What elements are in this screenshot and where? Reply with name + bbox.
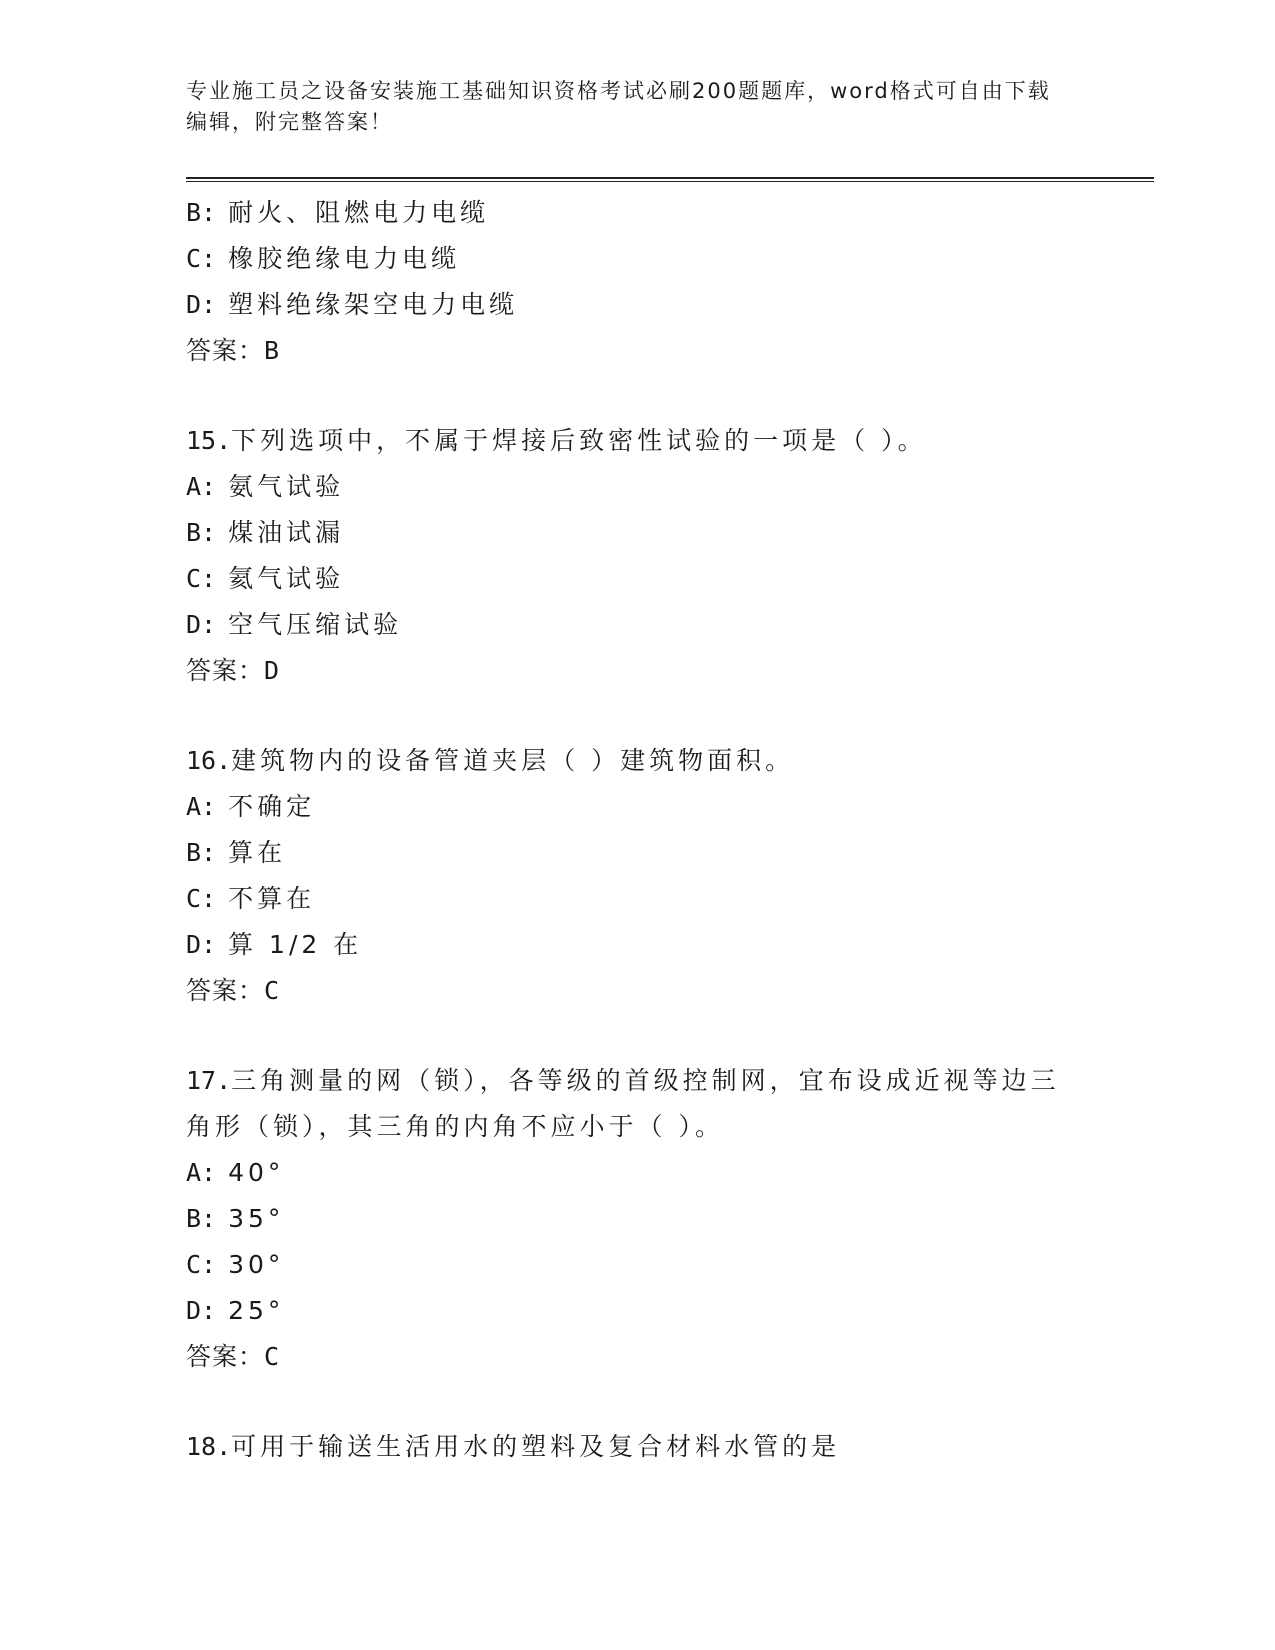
question-number: 15. <box>186 426 232 455</box>
option-text: 空气压缩试验 <box>228 610 403 639</box>
question-number: 18. <box>186 1432 232 1461</box>
question-stem <box>186 738 1086 784</box>
option-row <box>186 190 1086 236</box>
option-key: C: <box>186 884 217 913</box>
option-text: 氨气试验 <box>228 472 345 501</box>
option-text: 耐火、阻燃电力电缆 <box>228 198 490 227</box>
option-row <box>186 282 1086 328</box>
option-text: 塑料绝缘架空电力电缆 <box>228 290 519 319</box>
option-key: A: <box>186 472 217 501</box>
answer-value: D <box>264 656 280 685</box>
option-key: D: <box>186 1296 217 1325</box>
option-row <box>186 602 1086 648</box>
option-text: 40° <box>228 1158 285 1187</box>
question-content <box>186 190 1086 1470</box>
option-row <box>186 1288 1086 1334</box>
question-stem <box>186 418 1086 464</box>
question-text: 可用于输送生活用水的塑料及复合材料水管的是 <box>231 1432 841 1461</box>
option-row <box>186 236 1086 282</box>
option-text: 算 1/2 在 <box>228 930 363 959</box>
answer-line <box>186 1334 1086 1380</box>
answer-line <box>186 328 1086 374</box>
option-text: 30° <box>228 1250 285 1279</box>
option-key: D: <box>186 930 217 959</box>
question-text: 建筑物内的设备管道夹层（ ）建筑物面积。 <box>231 746 795 775</box>
question-stem <box>186 1424 1086 1470</box>
option-text: 氦气试验 <box>228 564 345 593</box>
option-row <box>186 1150 1086 1196</box>
answer-label: 答案： <box>186 976 265 1005</box>
option-row <box>186 464 1086 510</box>
answer-label: 答案： <box>186 336 265 365</box>
option-row <box>186 830 1086 876</box>
answer-value: C <box>264 976 280 1005</box>
question-block <box>186 418 1086 694</box>
option-text: 算在 <box>228 838 287 867</box>
answer-value: B <box>264 336 280 365</box>
option-key: B: <box>186 518 217 547</box>
option-key: B: <box>186 198 217 227</box>
question-number: 17. <box>186 1066 232 1095</box>
option-text: 煤油试漏 <box>228 518 345 547</box>
question-block <box>186 1424 1086 1470</box>
option-row <box>186 556 1086 602</box>
question-stem <box>186 1058 1086 1150</box>
question-block <box>186 738 1086 1014</box>
document-header-title: 专业施工员之设备安装施工基础知识资格考试必刷200题题库，word格式可自由下载编辑，附完整答案！ <box>186 79 1051 134</box>
option-key: C: <box>186 244 217 273</box>
question-number: 16. <box>186 746 232 775</box>
option-row <box>186 784 1086 830</box>
option-key: A: <box>186 792 217 821</box>
question-text: 下列选项中，不属于焊接后致密性试验的一项是（ ）。 <box>231 426 927 455</box>
option-row <box>186 1242 1086 1288</box>
question-block <box>186 1058 1086 1380</box>
option-text: 橡胶绝缘电力电缆 <box>228 244 461 273</box>
option-key: D: <box>186 610 217 639</box>
answer-line <box>186 968 1086 1014</box>
option-text: 不算在 <box>228 884 316 913</box>
option-row <box>186 510 1086 556</box>
answer-value: C <box>264 1342 280 1371</box>
option-row <box>186 1196 1086 1242</box>
option-key: C: <box>186 1250 217 1279</box>
option-text: 25° <box>228 1296 285 1325</box>
option-text: 35° <box>228 1204 285 1233</box>
option-key: B: <box>186 1204 217 1233</box>
header-divider-thin <box>186 181 1154 182</box>
question-text: 三角测量的网（锁），各等级的首级控制网，宜布设成近视等边三角形（锁），其三角的内角不应小于（ ）。 <box>186 1066 1060 1141</box>
answer-line <box>186 648 1086 694</box>
option-text: 不确定 <box>228 792 316 821</box>
header-divider-thick <box>186 177 1154 179</box>
option-row <box>186 922 1086 968</box>
option-key: A: <box>186 1158 217 1187</box>
answer-label: 答案： <box>186 1342 265 1371</box>
header-divider <box>186 177 1154 183</box>
option-key: B: <box>186 838 217 867</box>
option-key: D: <box>186 290 217 319</box>
option-key: C: <box>186 564 217 593</box>
option-row <box>186 876 1086 922</box>
continued-question <box>186 190 1086 374</box>
answer-label: 答案： <box>186 656 265 685</box>
